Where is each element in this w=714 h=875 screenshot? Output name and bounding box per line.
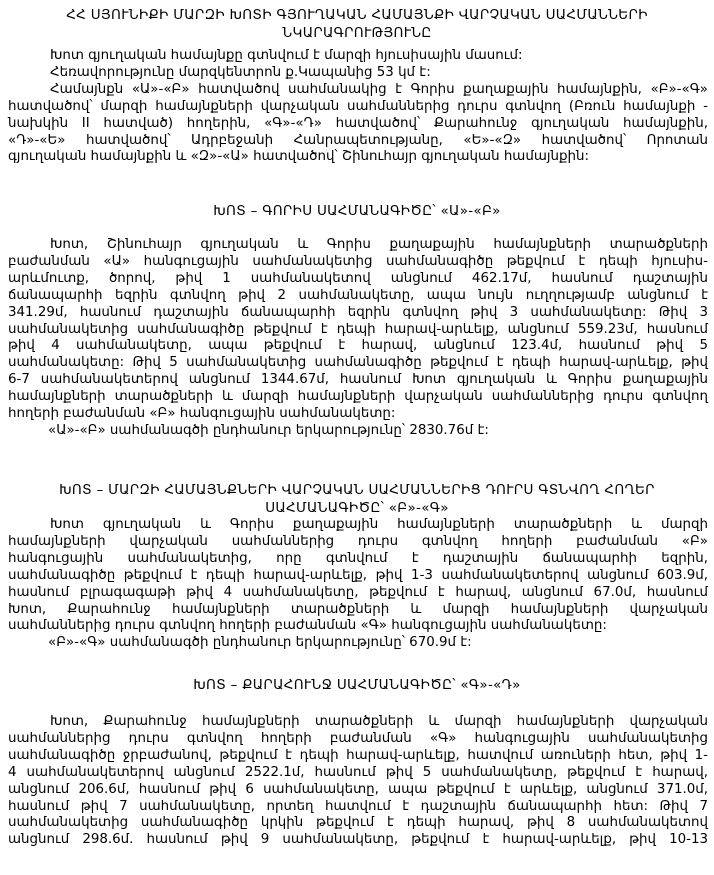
title-line: ՆԿԱՐԱԳՐՈՒԹՅՈՒՆԸ [282,25,432,41]
document-title [0,6,714,42]
text-line: Խոտ, Քարահունջ համայնքների տարածքների և մարզի համայնքների վարչական [50,714,708,729]
text-line: 4 սահմանակետերով անցնում 2522.1մ, հասնում թիվ 5 սահմանակետը, թեքվում է հարավ, [8,764,708,780]
text-line: բաժանման «Ա» հանգուցային սահմանակետից սահմանագիծը թեքվում է դեպի հյուսիս- [8,253,708,269]
text-line: նախկին II հատված) հողերին, «Գ»-«Դ» հատվածով՝ Քարահունջ գյուղական համայնքին, [8,115,708,131]
text-line: ճանապարհի եզրին գտնվող թիվ 2 սահմանակետը, ապա նույն ուղղությամբ անցնում է [8,287,708,303]
text-line: գյուղական համայնքին և «Զ»-«Ա» հատվածով՝ Շինուհայր գյուղական համայնքին: [8,149,590,165]
text-line: արևմուտք, ծորով, թիվ 1 սահմանակետով անցնում 462.17մ, հասնում դաշտային [8,270,708,286]
section-body-a-b [8,237,708,440]
text-line: անցնում 206.6մ, հասնում թիվ 6 սահմանակետը, ապա թեքվում է արևելք, անցնում 371.0մ, [8,781,708,797]
text-line: հատվածով՝ մարզի համայնքների վարչական սահմաններից դուրս գտնվող (Բռուն համայնքի - [8,98,708,114]
intro-paragraph [8,48,708,166]
section-body-b-g [8,517,708,652]
text-line: Խոտ գյուղական համայնքը գտնվում է մարզի հյուսիսային մասում: [50,48,523,63]
text-line: սահմաններից դուրս գտնվող հողերի բաժանման «Գ» հանգուցային սահմանակետը: [8,618,607,634]
text-line: հասնում բլրագագաթի թիվ 4 սահմանակետը, թեքվում է հարավ, անցնում 67.0մ, հասնում [8,584,708,600]
title-line: ՀՀ ՍՅՈՒՆԻՔԻ ՄԱՐԶԻ ԽՈՏԻ ԳՅՈՒՂԱԿԱՆ ՀԱՄԱՅՆՔԻ ՎԱՐՉԱԿԱՆ ՍԱՀՄԱՆՆԵՐԻ [66,7,648,23]
text-line: սահմանակետը: Թիվ 5 սահմանակետից սահմանագիծը թեքվում է դեպի հարավ-արևելք, թիվ [8,355,708,371]
text-line: «Դ»-«Ե» հատվածով՝ Ադրբեջանի Հանրապետությանը, «Ե»-«Զ» հատվածով՝ Որոտան [8,132,708,148]
text-line: Խոտ, Քարահունջ համայնքների տարածքների և մարզի համայնքների վարչական [8,601,708,617]
total-length-line: «Ա»-«Բ» սահմանագծի ընդհանուր երկարությունը՝ 2830.76մ է: [48,422,489,438]
text-line: սահմանագիծը թեքվում է դեպի հարավ-արևելք, թիվ 1-3 սահմանակետերով անցնում 603.9մ, [8,567,708,583]
text-line: 341.29մ, հասնում դաշտային ճանապարհի եզրին գտնվող թիվ 3 սահմանակետը: Թիվ 3 [8,304,708,320]
text-line: Խոտ, Շինուհայր գյուղական և Գորիս քաղաքային համայնքների տարածքների [50,237,708,252]
text-line: հասնում թիվ 7 սահմանակետը, որտեղ հատվում է դաշտային ճանապարհի հետ: Թիվ 7 [8,798,708,814]
heading-line: ԽՈՏ – ՔԱՐԱՀՈՒՆՋ ՍԱՀՄԱՆԱԳԻԾԸ՝ «Գ»-«Դ» [193,677,521,693]
section-heading-b-g [0,481,714,517]
text-line: 6-7 սահմանակետերով անցնում 1344.67մ, հասնում Խոտ գյուղական և Գորիս քաղաքային [8,372,708,388]
text-line: սահմանագիծը ջրբաժանով, թեքվում է դեպի հարավ-արևելք, հատվում առուների հետ, թիվ 1- [8,747,708,763]
section-heading-a-b [0,202,714,220]
text-line: սահմանակետից սահմանագիծը թեքվում է դեպի հարավ-արևելք, անցնում 559.23մ, հասնում [8,321,708,337]
section-body-g-d [8,714,708,849]
heading-line: ԽՈՏ – ԳՈՐԻՍ ՍԱՀՄԱՆԱԳԻԾԸ՝ «Ա»-«Բ» [213,203,501,219]
heading-line: ԽՈՏ – ՄԱՐԶԻ ՀԱՄԱՅՆՔՆԵՐԻ ՎԱՐՉԱԿԱՆ ՍԱՀՄԱՆՆԵՐԻՑ ԴՈՒՐՍ ԳՏՆՎՈՂ ՀՈՂԵՐ [59,482,655,498]
text-line: անցնում 298.6մ. հասնում թիվ 9 սահմանակետը, թեքվում է հարավ-արևելք, թիվ 10-13 [8,832,708,848]
section-heading-g-d [0,676,714,694]
total-length-line: «Բ»-«Գ» սահմանագծի ընդհանուր երկարությունը՝ 670.9մ է: [48,635,472,651]
text-line: թիվ 4 սահմանակետը, ապա թեքվում է հարավ, անցնում 123.4մ, հասնում թիվ 5 [8,338,708,354]
text-line: Հեռավորությունը մարզկենտրոն ք.Կապանից 53 կմ է: [50,64,431,80]
heading-line: ՍԱՀՄԱՆԱԳԻԾԸ՝ «Բ»-«Գ» [265,500,449,516]
text-line: Խոտ գյուղական և Գորիս քաղաքային համայնքների տարածքների և մարզի [50,517,708,532]
text-line: սահմանակետից սահմանագիծը կրկին թեքվում է դեպի հարավ, թիվ 8 սահմանակետով [8,815,708,831]
text-line: հանգուցային սահմանակետից, որը գտնվում է դաշտային ճանապարհի եզրին, [8,550,708,566]
text-line: հողերի բաժանման «Բ» հանգուցային սահմանակետը: [8,406,396,422]
text-line: համայնքների վարչական սահմաններից դուրս գտնվող հողերի բաժանման «Բ» [8,533,708,549]
text-line: Համայնքն «Ա»-«Բ» հատվածով սահմանակից է Գորիս քաղաքային համայնքին, «Բ»-«Գ» [50,81,708,97]
text-line: համայնքների տարածքների և մարզի համայնքների վարչական սահմաններից դուրս գտնվող [8,389,708,405]
text-line: սահմաններից դուրս գտնվող հողերի բաժանման «Գ» հանգուցային սահմանակետից [8,730,708,746]
